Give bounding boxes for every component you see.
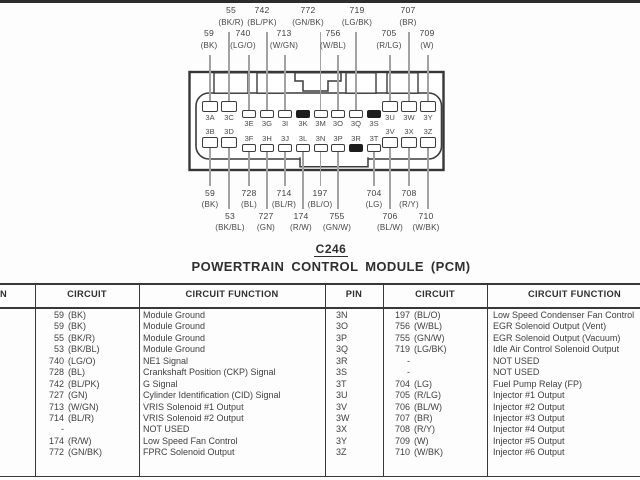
cell-left-pin	[0, 447, 35, 458]
cell-right-circuit	[383, 367, 487, 378]
cell-right-circuit	[383, 402, 487, 413]
cell-right-circuit-color: (BL/W)	[414, 401, 442, 412]
pin-3B	[202, 137, 218, 148]
cell-right-circuit	[383, 344, 487, 355]
wire-number-707: 707	[400, 5, 416, 15]
cell-right-circuit-color: (LG/BK)	[414, 344, 447, 355]
pin-label-3G: 3G	[261, 118, 273, 128]
cell-right-circuit	[383, 447, 487, 458]
cell-left-pin	[0, 390, 35, 401]
pin-label-3C: 3C	[224, 112, 234, 122]
table-row	[0, 390, 640, 401]
cell-left-circuit	[35, 402, 139, 413]
cell-left-circuit-color: (BK/BL)	[68, 344, 100, 355]
cell-right-circuit	[383, 356, 487, 367]
cell-left-circuit-color: (BK/R)	[68, 332, 95, 343]
wire-color-55: (BK/R)	[218, 18, 244, 27]
leader-line-174-3L	[302, 152, 303, 209]
cell-right-circuit-color: (LG)	[414, 378, 432, 389]
connector-top-notch	[387, 73, 418, 93]
pin-3P	[331, 144, 345, 152]
wire-number-53: 53	[225, 210, 235, 221]
pin-3H	[260, 144, 274, 152]
cell-right-circuit	[383, 436, 487, 447]
cell-right-function: Fuel Pump Relay (FP)	[493, 378, 583, 389]
wire-number-174: 174	[293, 210, 309, 221]
wire-color-197: (BL/O)	[307, 199, 333, 209]
cell-left-circuit	[35, 436, 139, 447]
cell-left-circuit-number: 714	[48, 412, 64, 423]
cell-left-circuit	[35, 321, 139, 332]
cell-right-circuit-color: (BL/O)	[414, 310, 441, 320]
pin-label-3Y: 3Y	[423, 112, 433, 122]
pin-3X	[401, 137, 417, 148]
cell-left-circuit-color: (LG/O)	[68, 355, 96, 366]
cell-left-circuit-number: 53	[53, 344, 64, 355]
cell-left-pin	[0, 379, 35, 390]
wire-number-59: 59	[205, 187, 215, 198]
leader-line-713-3I	[284, 55, 285, 110]
cell-right-circuit-color: (W/BL)	[414, 321, 442, 332]
wire-color-59: (BK)	[201, 199, 219, 209]
wire-color-53: (BK/BL)	[215, 222, 245, 232]
pin-3G	[260, 110, 274, 118]
cell-left-circuit-number: 55	[53, 332, 64, 343]
cell-left-function: G Signal	[143, 378, 178, 389]
cell-left-circuit-color: (GN)	[68, 390, 88, 401]
cell-right-circuit-number: 707	[394, 412, 410, 423]
cell-right-circuit-color: (W/BK)	[414, 447, 443, 458]
pin-label-3Q: 3Q	[350, 118, 362, 128]
wire-color-710: (W/BK)	[412, 222, 440, 232]
wire-color-707: (BR)	[399, 18, 417, 27]
wire-number-197: 197	[312, 187, 328, 198]
table-row	[0, 447, 640, 458]
pin-3T	[367, 144, 381, 152]
table-header-pin: PIN	[345, 289, 363, 299]
cell-left-circuit-number: 740	[48, 355, 64, 366]
cell-right-circuit-number: -	[407, 367, 410, 378]
wire-color-704: (LG)	[365, 199, 383, 209]
cell-right-pin: 3V	[336, 401, 348, 412]
cell-left-function: NE1 Signal	[143, 355, 189, 366]
wire-number-728: 728	[241, 187, 257, 198]
cell-left-circuit	[35, 344, 139, 355]
cell-left-function: VRIS Solenoid #2 Output	[143, 412, 244, 423]
leader-line-740-3E	[248, 55, 249, 110]
pin-3Q	[349, 110, 363, 118]
cell-left-circuit-number: 742	[48, 378, 64, 389]
pin-3A	[202, 101, 218, 112]
wire-color-714: (BL/R)	[271, 199, 297, 209]
pin-label-3S: 3S	[369, 118, 379, 128]
cell-right-pin: 3Q	[336, 344, 349, 355]
table-row	[0, 424, 640, 435]
leader-line-705-3U	[389, 55, 390, 101]
pin-3F	[242, 144, 256, 152]
leader-line-197-3N	[320, 152, 321, 186]
cell-right-pin: 3O	[336, 321, 349, 332]
leader-line-704-3T	[373, 152, 374, 186]
cell-left-circuit	[35, 356, 139, 367]
pin-3K-plugged	[296, 110, 310, 118]
cell-right-pin: 3Y	[336, 435, 348, 446]
cell-right-circuit-color: (R/Y)	[414, 424, 435, 435]
cell-left-function: Module Ground	[143, 344, 206, 355]
page-title: POWERTRAIN CONTROL MODULE (PCM)	[191, 259, 471, 274]
wire-color-772: (GN/BK)	[292, 18, 324, 27]
pin-3M	[314, 110, 328, 118]
leader-line-714-3J	[284, 152, 285, 186]
cell-right-function: Idle Air Control Solenoid Output	[493, 344, 620, 355]
table-row	[0, 333, 640, 344]
wire-color-740: (LG/O)	[230, 41, 256, 50]
cell-left-circuit-color: (BL)	[68, 367, 86, 378]
leader-line-709-3Y	[427, 55, 428, 101]
cell-right-function: Injector #5 Output	[493, 435, 565, 446]
cell-left-circuit-number: 59	[53, 310, 64, 320]
cell-left-circuit	[35, 447, 139, 458]
table-header-circuit: CIRCUIT	[415, 289, 455, 299]
cell-right-circuit-number: 709	[394, 435, 410, 446]
table-row	[0, 356, 640, 367]
cell-left-function: Cylinder Identification (CID) Signal	[143, 390, 281, 401]
table-row	[0, 367, 640, 378]
cell-left-circuit-color: (W/GN)	[68, 401, 99, 412]
cell-left-circuit-color: (GN/BK)	[68, 447, 103, 458]
cell-right-pin: 3W	[336, 412, 350, 423]
wire-color-756: (W/BL)	[319, 41, 347, 50]
cell-right-function: Injector #1 Output	[493, 390, 565, 401]
cell-left-function: Crankshaft Position (CKP) Signal	[143, 367, 276, 378]
cell-right-pin: 3P	[336, 332, 348, 343]
cell-right-pin: 3S	[336, 367, 348, 378]
cell-right-function: EGR Solenoid Output (Vacuum)	[493, 332, 621, 343]
cell-right-function: Injector #6 Output	[493, 447, 565, 458]
table-header-circuit-function: CIRCUIT FUNCTION	[527, 289, 622, 299]
cell-left-pin	[0, 367, 35, 378]
pin-3L	[296, 144, 310, 152]
pin-label-3A: 3A	[205, 112, 215, 122]
pin-label-3J: 3J	[280, 133, 290, 143]
cell-right-circuit-number: 756	[394, 321, 410, 332]
pin-label-3U: 3U	[385, 112, 395, 122]
cell-left-pin	[0, 344, 35, 355]
pin-3Z	[420, 137, 436, 148]
pin-label-3X: 3X	[404, 126, 414, 136]
cell-left-function: Module Ground	[143, 310, 206, 320]
cell-right-circuit-number: 197	[394, 310, 410, 320]
pin-3N	[314, 144, 328, 152]
connector-id-label: C246	[315, 242, 347, 256]
cell-right-pin: 3X	[336, 424, 348, 435]
cell-left-function: VRIS Solenoid #1 Output	[143, 401, 244, 412]
leader-line-728-3F	[248, 152, 249, 186]
wire-number-710: 710	[418, 210, 434, 221]
pin-label-3P: 3P	[333, 133, 343, 143]
wire-number-713: 713	[276, 28, 292, 38]
cell-left-circuit-number: 59	[53, 321, 64, 332]
table-rows	[0, 310, 640, 459]
table-row	[0, 310, 640, 321]
cell-left-function: NOT USED	[143, 424, 190, 435]
wire-number-742: 742	[254, 5, 270, 15]
pin-label-3E: 3E	[244, 118, 254, 128]
cell-left-circuit	[35, 390, 139, 401]
cell-right-circuit-number: 704	[394, 378, 410, 389]
pin-3O	[331, 110, 345, 118]
pin-3U	[382, 101, 398, 112]
cell-right-function: NOT USED	[493, 367, 540, 378]
cell-right-circuit-number: 708	[394, 424, 410, 435]
cell-left-circuit-color: (BK)	[68, 321, 86, 332]
cell-right-circuit	[383, 379, 487, 390]
wire-color-713: (W/GN)	[269, 41, 299, 50]
pin-3J	[278, 144, 292, 152]
cell-right-circuit-number: 719	[394, 344, 410, 355]
pin-label-3O: 3O	[332, 118, 344, 128]
leader-line-727-3H	[266, 152, 267, 209]
cell-left-circuit-color: (BL/PK)	[68, 378, 100, 389]
wire-number-708: 708	[401, 187, 417, 198]
leader-line-59-3B	[209, 148, 210, 186]
cell-left-pin	[0, 321, 35, 332]
wire-number-706: 706	[382, 210, 398, 221]
wire-color-709: (W)	[420, 41, 434, 50]
pin-3D	[221, 137, 237, 148]
pin-3I	[278, 110, 292, 118]
table-row	[0, 344, 640, 355]
cell-left-function: Module Ground	[143, 321, 206, 332]
pin-3C	[221, 101, 237, 112]
leader-line-53-3D	[228, 148, 229, 209]
cell-right-circuit-color: (BR)	[414, 412, 433, 423]
pin-label-3L: 3L	[298, 133, 308, 143]
wire-color-755: (GN/W)	[322, 222, 352, 232]
cell-right-function: EGR Solenoid Output (Vent)	[493, 321, 607, 332]
leader-line-706-3V	[389, 148, 390, 209]
connector-bottom-tab	[300, 157, 368, 166]
cell-right-circuit-number: 706	[394, 401, 410, 412]
pin-label-3M: 3M	[315, 118, 326, 128]
connector-top-notch	[214, 73, 248, 93]
cell-right-circuit	[383, 321, 487, 332]
leader-line-59-3A	[209, 55, 210, 101]
connector-top-notch	[346, 73, 376, 93]
cell-right-pin: 3Z	[336, 447, 347, 458]
wire-color-742: (BL/PK)	[247, 18, 277, 27]
cell-left-circuit-color: (BL/R)	[68, 412, 95, 423]
pin-label-3F: 3F	[244, 133, 254, 143]
pin-3W	[401, 101, 417, 112]
cell-left-circuit-number: 713	[48, 401, 64, 412]
cell-right-pin: 3R	[336, 355, 348, 366]
cell-right-function: Injector #3 Output	[493, 412, 565, 423]
pin-label-3I: 3I	[281, 118, 289, 128]
wire-number-727: 727	[258, 210, 274, 221]
cell-right-circuit-number: 755	[394, 332, 410, 343]
wire-number-719: 719	[349, 5, 365, 15]
cell-right-circuit	[383, 390, 487, 401]
wire-number-709: 709	[419, 28, 435, 38]
pin-label-3B: 3B	[205, 126, 215, 136]
leader-line-708-3X	[408, 148, 409, 186]
cell-left-pin	[0, 436, 35, 447]
table-bottom-border	[0, 476, 640, 478]
leader-line-710-3Z	[427, 148, 428, 209]
cell-left-circuit-color: (R/W)	[68, 435, 92, 446]
wire-color-708: (R/Y)	[399, 199, 419, 209]
cell-left-circuit-number: 728	[48, 367, 64, 378]
wire-number-705: 705	[381, 28, 397, 38]
pin-label-3H: 3H	[262, 133, 272, 143]
leader-line-755-3P	[337, 152, 338, 209]
pin-label-3D: 3D	[224, 126, 234, 136]
connector-top-notch	[257, 73, 285, 93]
table-header-pin-cut: N	[0, 289, 8, 299]
cell-right-circuit-color: (GN/W)	[414, 332, 445, 343]
cell-right-function: Injector #2 Output	[493, 401, 565, 412]
table-top-border	[0, 283, 640, 285]
cell-left-function: FPRC Solenoid Output	[143, 447, 235, 458]
table-header-rule	[0, 307, 640, 309]
cell-left-circuit-number: 174	[48, 435, 64, 446]
cell-left-pin	[0, 310, 35, 321]
wire-number-714: 714	[276, 187, 292, 198]
cell-left-pin	[0, 333, 35, 344]
cell-left-pin	[0, 402, 35, 413]
cell-right-function: NOT USED	[493, 355, 540, 366]
wire-color-59: (BK)	[200, 41, 218, 50]
cell-left-circuit	[35, 413, 139, 424]
table-header-circuit-function: CIRCUIT FUNCTION	[185, 289, 279, 299]
table-row	[0, 379, 640, 390]
cell-right-circuit	[383, 413, 487, 424]
wire-number-755: 755	[329, 210, 345, 221]
table-header-circuit: CIRCUIT	[67, 289, 107, 299]
wire-color-705: (R/LG)	[376, 41, 402, 50]
wire-number-55: 55	[226, 5, 236, 15]
cell-left-circuit-number: -	[61, 424, 64, 435]
pin-label-3R: 3R	[351, 133, 361, 143]
wire-number-704: 704	[366, 187, 382, 198]
cell-right-function: Low Speed Condenser Fan Control	[493, 310, 635, 320]
pin-3R-plugged	[349, 144, 363, 152]
pin-label-3K: 3K	[298, 118, 308, 128]
pin-label-3N: 3N	[315, 133, 326, 143]
cell-right-pin: 3N	[336, 310, 348, 320]
pin-label-3Z: 3Z	[423, 126, 433, 136]
cell-right-circuit-color: (R/LG)	[414, 390, 441, 401]
cell-left-function: Module Ground	[143, 332, 206, 343]
cell-left-circuit-number: 772	[48, 447, 64, 458]
pin-3Y	[420, 101, 436, 112]
pinout-table	[0, 283, 640, 477]
wire-color-174: (R/W)	[290, 222, 312, 232]
cell-left-circuit	[35, 424, 139, 435]
wire-number-740: 740	[235, 28, 251, 38]
pin-label-3V: 3V	[385, 126, 395, 136]
cell-right-circuit-color: (W)	[414, 435, 429, 446]
table-row	[0, 436, 640, 447]
wire-number-756: 756	[325, 28, 341, 38]
cell-left-pin	[0, 424, 35, 435]
cell-left-circuit	[35, 310, 139, 321]
pin-3V	[382, 137, 398, 148]
cell-right-circuit	[383, 333, 487, 344]
wire-color-719: (LG/BK)	[341, 18, 373, 27]
cell-left-circuit-color: (BK)	[68, 310, 86, 320]
cell-left-pin	[0, 413, 35, 424]
wire-color-706: (BL/W)	[376, 222, 404, 232]
table-row	[0, 413, 640, 424]
cell-right-circuit	[383, 424, 487, 435]
cell-right-pin: 3T	[336, 378, 347, 389]
table-row	[0, 402, 640, 413]
cell-right-circuit-number: 705	[394, 390, 410, 401]
cell-left-pin	[0, 356, 35, 367]
cell-right-function: Injector #4 Output	[493, 424, 565, 435]
cell-right-circuit-number: 710	[394, 447, 410, 458]
wire-color-728: (BL)	[241, 199, 257, 209]
wire-number-59: 59	[204, 28, 214, 38]
cell-left-circuit	[35, 379, 139, 390]
wire-color-727: (GN)	[256, 222, 276, 232]
cell-left-circuit	[35, 333, 139, 344]
pin-label-3W: 3W	[403, 112, 415, 122]
diagram-caption	[0, 240, 640, 274]
pin-label-3T: 3T	[369, 133, 379, 143]
pin-3E	[242, 110, 256, 118]
cell-left-circuit	[35, 367, 139, 378]
wire-number-772: 772	[300, 5, 316, 15]
cell-right-circuit-number: -	[407, 355, 410, 366]
table-row	[0, 321, 640, 332]
cell-left-circuit-number: 727	[48, 390, 64, 401]
cell-left-function: Low Speed Fan Control	[143, 435, 238, 446]
cell-right-circuit	[383, 310, 487, 321]
cell-right-pin: 3U	[336, 390, 348, 401]
leader-line-756-3O	[337, 55, 338, 110]
